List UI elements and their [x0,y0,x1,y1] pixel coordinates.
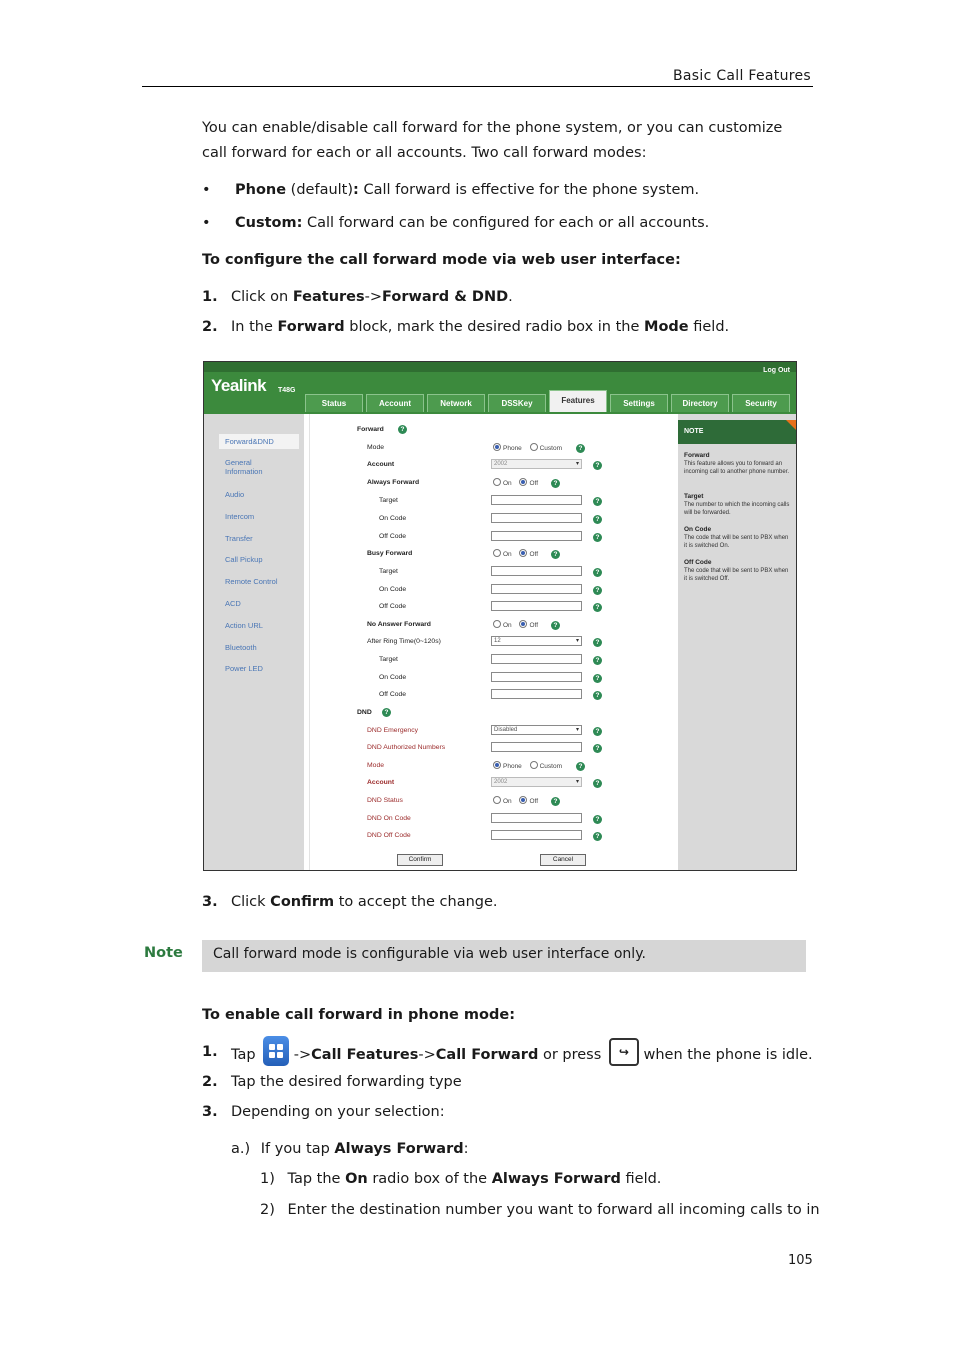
radio-off[interactable] [519,796,527,804]
help-icon[interactable]: ? [576,762,585,771]
busy-forward-radio-group: On Off [493,550,544,558]
yealink-logo: Yealink [211,376,267,395]
busy-target-input[interactable] [491,566,582,576]
mode-desc: Call forward can be configured for each or all accounts. [302,215,710,231]
target-label: Target [379,568,398,575]
always-off-code-input[interactable] [491,531,582,541]
sub-step-a2: 2) Enter the destination number you want to forward all incoming calls to in [260,1202,820,1218]
help-icon[interactable]: ? [593,638,602,647]
tab-settings[interactable]: Settings [610,394,668,412]
no-answer-on-code-input[interactable] [491,672,582,682]
note-item-title: Target [684,493,704,500]
mode-desc: Call forward is effective for the phone system. [358,182,700,198]
radio-on[interactable] [493,549,501,557]
radio-custom[interactable] [530,443,538,451]
radio-on[interactable] [493,620,501,628]
account-label: Account [367,461,395,468]
help-icon[interactable]: ? [551,797,560,806]
sidebar-item-action-url[interactable]: Action URL [225,621,263,630]
note-panel [678,414,796,870]
dnd-on-code-input[interactable] [491,813,582,823]
mode-term: Custom: [235,215,303,231]
on-code-label: On Code [379,674,407,681]
sidebar-item-audio[interactable]: Audio [225,490,245,499]
help-icon[interactable]: ? [593,832,602,841]
help-icon[interactable]: ? [382,708,391,717]
dnd-status-radio-group: On Off [493,797,544,805]
sidebar-item-transfer[interactable]: Transfer [225,534,253,543]
bullet-dot: • [202,182,211,198]
forward-key-icon: ↪ [609,1038,639,1066]
on-code-label: On Code [379,586,407,593]
help-icon[interactable]: ? [593,779,602,788]
cancel-button[interactable]: Cancel [540,854,586,866]
target-label: Target [379,656,398,663]
dnd-mode-label: Mode [367,762,385,769]
note-item-desc: This feature allows you to forward an incoming call to another phone number. [684,461,790,475]
sidebar-item-intercom[interactable]: Intercom [225,512,255,521]
tab-status[interactable]: Status [305,394,363,412]
tab-network[interactable]: Network [427,394,485,412]
busy-on-code-input[interactable] [491,584,582,594]
off-code-label: Off Code [379,533,407,540]
note-item-title: Forward [684,452,710,459]
busy-forward-label: Busy Forward [367,550,413,557]
tab-dsskey[interactable]: DSSKey [488,394,546,412]
mode-radio-group: Phone Custom [493,444,568,452]
dnd-status-label: DND Status [367,797,403,804]
header-rule [142,86,813,87]
radio-off[interactable] [519,478,527,486]
help-icon[interactable]: ? [593,497,602,506]
help-icon[interactable]: ? [593,815,602,824]
help-icon[interactable]: ? [593,461,602,470]
dnd-off-code-input[interactable] [491,830,582,840]
radio-custom[interactable] [530,761,538,769]
bullet-dot: • [202,215,211,231]
after-ring-time-label: After Ring Time(0~120s) [367,638,441,645]
note-header: NOTE [678,420,796,444]
dnd-emergency-select[interactable]: Disabled ▾ [491,725,582,735]
no-answer-off-code-input[interactable] [491,689,582,699]
always-forward-label: Always Forward [367,479,420,486]
help-icon[interactable]: ? [551,550,560,559]
note-item-title: Off Code [684,559,712,566]
busy-off-code-input[interactable] [491,601,582,611]
help-icon[interactable]: ? [593,533,602,542]
phone-procedure-heading: To enable call forward in phone mode: [202,1007,515,1023]
dnd-emergency-label: DND Emergency [367,727,418,734]
help-icon[interactable]: ? [593,515,602,524]
note-item-title: On Code [684,526,712,533]
note-text: Call forward mode is configurable via web user interface only. [213,946,646,962]
tab-features[interactable]: Features [549,390,607,412]
sidebar-item-forward-dnd[interactable]: Forward&DND [219,434,299,449]
confirm-button[interactable]: Confirm [397,854,443,866]
off-code-label: Off Code [379,691,407,698]
help-icon[interactable]: ? [593,674,602,683]
dnd-authorized-input[interactable] [491,742,582,752]
sidebar [204,414,304,870]
help-icon[interactable]: ? [593,603,602,612]
always-target-input[interactable] [491,495,582,505]
sub-step-a: a.) If you tap Always Forward: [231,1141,469,1157]
dnd-mode-radio-group: Phone Custom [493,762,568,770]
no-answer-radio-group: On Off [493,621,544,629]
note-corner-flag [786,420,796,430]
note-label: Note [144,945,183,961]
help-icon[interactable]: ? [593,691,602,700]
intro-paragraph: You can enable/disable call forward for the phone system, or you can customize call forward for each or all accounts. Two call forward modes: [202,120,783,161]
always-on-code-input[interactable] [491,513,582,523]
dnd-account-select[interactable]: 2002 ▾ [491,777,582,787]
web-procedure-heading: To configure the call forward mode via web user interface: [202,252,681,268]
dnd-account-label: Account [367,779,395,786]
radio-on[interactable] [493,478,501,486]
help-icon[interactable]: ? [593,586,602,595]
sidebar-item-bluetooth[interactable]: Bluetooth [225,643,257,652]
help-icon[interactable]: ? [593,568,602,577]
help-icon[interactable]: ? [593,656,602,665]
help-icon[interactable]: ? [551,479,560,488]
dnd-authorized-label: DND Authorized Numbers [367,744,446,751]
mode-term: Phone [235,182,287,198]
web-ui-screenshot [203,361,797,871]
top-strip [204,362,796,372]
radio-phone[interactable] [493,761,501,769]
no-answer-forward-label: No Answer Forward [367,621,431,628]
mode-label: Mode [367,444,385,451]
sidebar-item-power-led[interactable]: Power LED [225,664,263,673]
help-icon[interactable]: ? [593,727,602,736]
tab-account[interactable]: Account [366,394,424,412]
on-code-label: On Code [379,515,407,522]
page-number: 105 [788,1253,813,1268]
ring-time-select[interactable]: 12 ▾ [491,636,582,646]
sidebar-item-remote-control[interactable]: Remote Control [225,577,278,586]
tab-security[interactable]: Security [732,394,790,412]
no-answer-target-input[interactable] [491,654,582,664]
always-forward-radio-group: On Off [493,479,544,487]
sidebar-item-acd[interactable]: ACD [225,599,241,608]
help-icon[interactable]: ? [551,621,560,630]
help-icon[interactable]: ? [398,425,407,434]
dnd-off-code-label: DND Off Code [367,832,411,839]
account-select[interactable]: 2002 ▾ [491,459,582,469]
help-icon[interactable]: ? [593,744,602,753]
target-label: Target [379,497,398,504]
logout-link[interactable]: Log Out [763,367,790,374]
radio-on[interactable] [493,796,501,804]
sidebar-item-general-information[interactable]: General Information [225,458,263,476]
note-item-desc: The code that will be sent to PBX when it is switched Off. [684,568,789,582]
tab-directory[interactable]: Directory [671,394,729,412]
help-icon[interactable]: ? [576,444,585,453]
sidebar-item-call-pickup[interactable]: Call Pickup [225,555,263,564]
radio-phone[interactable] [493,443,501,451]
running-header: Basic Call Features [673,68,811,84]
radio-off[interactable] [519,549,527,557]
model-label: T48G [278,387,296,394]
radio-off[interactable] [519,620,527,628]
dnd-section-title: DND [357,709,372,716]
dnd-on-code-label: DND On Code [367,815,411,822]
note-item-desc: The code that will be sent to PBX when it is switched On. [684,535,789,549]
sub-step-a1: 1) Tap the On radio box of the Always Forward field. [260,1171,662,1187]
menu-grid-icon [263,1036,289,1066]
off-code-label: Off Code [379,603,407,610]
note-item-desc: The number to which the incoming calls will be forwarded. [684,502,790,516]
forward-section-title: Forward [357,426,384,433]
